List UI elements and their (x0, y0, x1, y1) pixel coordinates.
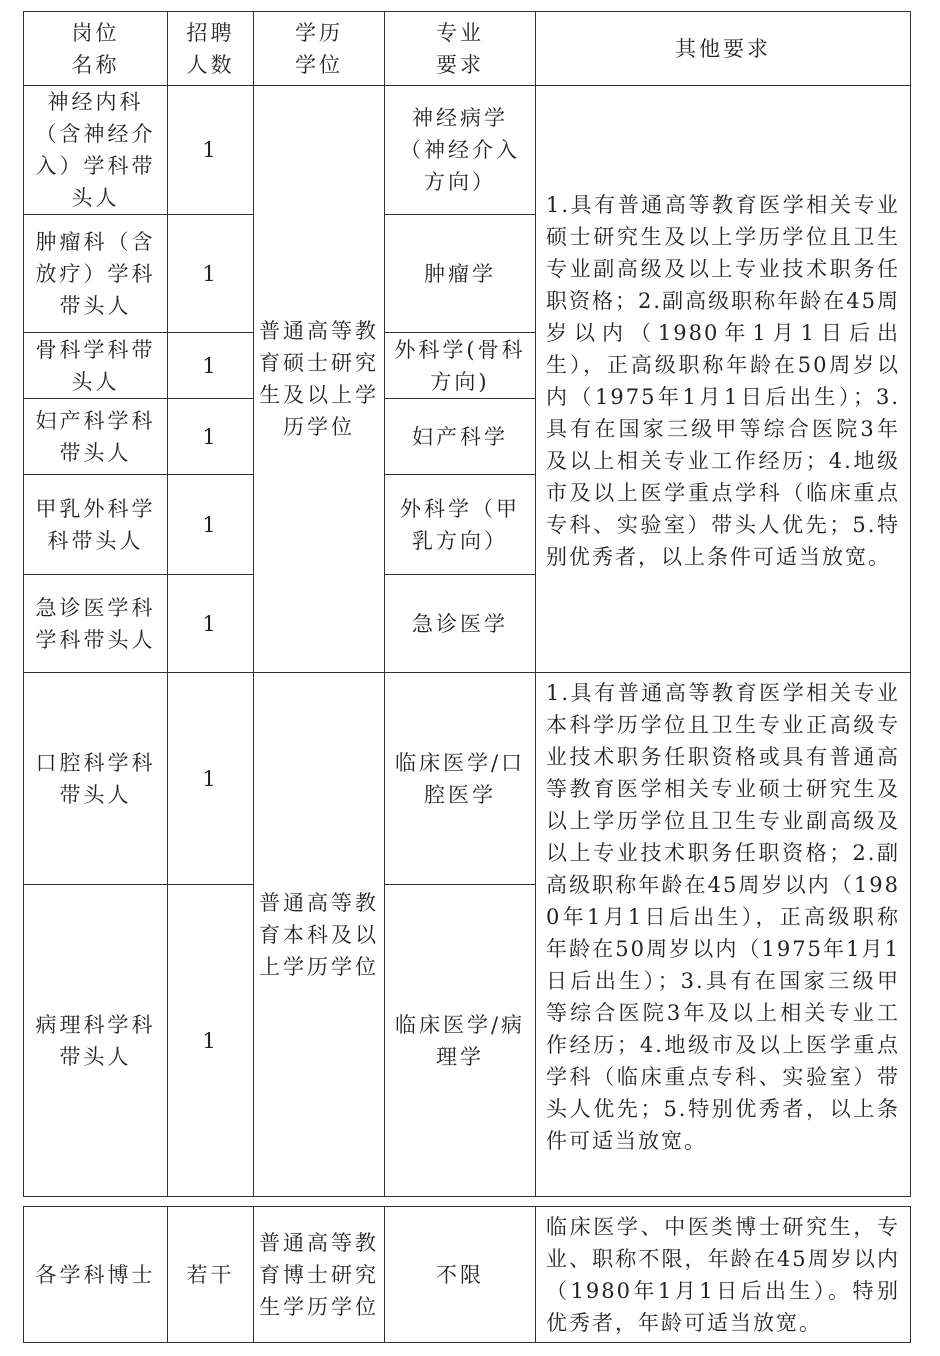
count-cell: 1 (168, 885, 254, 1197)
position-cell: 病理科学科带头人 (24, 885, 168, 1197)
count-cell: 1 (168, 673, 254, 885)
major-cell: 妇产科学 (385, 399, 536, 475)
position-cell: 神经内科（含神经介入）学科带头人 (24, 86, 168, 215)
count-cell: 1 (168, 86, 254, 215)
requirements-cell: 临床医学、中医类博士研究生，专业、职称不限，年龄在45周岁以内（1980年1月1日后出生）。特别优秀者，年龄可适当放宽。 (536, 1207, 911, 1343)
major-cell: 不限 (385, 1207, 536, 1343)
header-position: 岗位 名称 (24, 12, 168, 86)
education-cell: 普通高等教育硕士研究生及以上学历学位 (254, 86, 385, 673)
major-cell: 外科学(骨科方向) (385, 333, 536, 399)
count-cell: 1 (168, 399, 254, 475)
position-cell: 肿瘤科（含放疗）学科带头人 (24, 215, 168, 333)
requirements-cell: 1.具有普通高等教育医学相关专业本科学历学位且卫生专业正高级专业技术职务任职资格或具有普通高等教育医学相关专业硕士研究生及以上学历学位且卫生专业副高级及以上专业技术职务任职资格；2.副高级职称年龄在45周岁以内（1980年1月1日后出生），正高级职称年龄在50周岁以内（1975年1月1日后出生）；3.具有在国家三级甲等综合医院3年及以上相关专业工作经历；4.地级市及以上医学重点学科（临床重点专科、实验室）带头人优先；5.特别优秀者，以上条件可适当放宽。 (536, 673, 911, 1197)
education-cell: 普通高等教育本科及以上学历学位 (254, 673, 385, 1197)
major-cell: 肿瘤学 (385, 215, 536, 333)
doctor-table (23, 1206, 911, 1343)
count-cell: 1 (168, 215, 254, 333)
header-other: 其他要求 (536, 12, 911, 86)
header-row (24, 12, 911, 86)
header-major: 专业 要求 (385, 12, 536, 86)
recruitment-table (23, 11, 911, 1197)
position-cell: 甲乳外科学科带头人 (24, 475, 168, 575)
position-cell: 妇产科学科带头人 (24, 399, 168, 475)
header-count: 招聘 人数 (168, 12, 254, 86)
count-cell: 1 (168, 575, 254, 673)
major-cell: 神经病学（神经介入方向） (385, 86, 536, 215)
position-cell: 骨科学科带头人 (24, 333, 168, 399)
position-cell: 口腔科学科带头人 (24, 673, 168, 885)
requirements-cell: 1.具有普通高等教育医学相关专业硕士研究生及以上学历学位且卫生专业副高级及以上专业技术职务任职资格；2.副高级职称年龄在45周岁以内（1980年1月1日后出生），正高级职称年龄在50周岁以内（1975年1月1日后出生）；3.具有在国家三级甲等综合医院3年及以上相关专业工作经历；4.地级市及以上医学重点学科（临床重点专科、实验室）带头人优先；5.特别优秀者，以上条件可适当放宽。 (536, 86, 911, 673)
major-cell: 急诊医学 (385, 575, 536, 673)
count-cell: 若干 (168, 1207, 254, 1343)
table-row (24, 1207, 911, 1343)
major-cell: 临床医学/病理学 (385, 885, 536, 1197)
position-cell: 各学科博士 (24, 1207, 168, 1343)
table-row (24, 86, 911, 215)
header-education: 学历 学位 (254, 12, 385, 86)
major-cell: 外科学（甲乳方向） (385, 475, 536, 575)
count-cell: 1 (168, 475, 254, 575)
count-cell: 1 (168, 333, 254, 399)
education-cell: 普通高等教育博士研究生学历学位 (254, 1207, 385, 1343)
table-row (24, 673, 911, 885)
major-cell: 临床医学/口腔医学 (385, 673, 536, 885)
position-cell: 急诊医学科学科带头人 (24, 575, 168, 673)
